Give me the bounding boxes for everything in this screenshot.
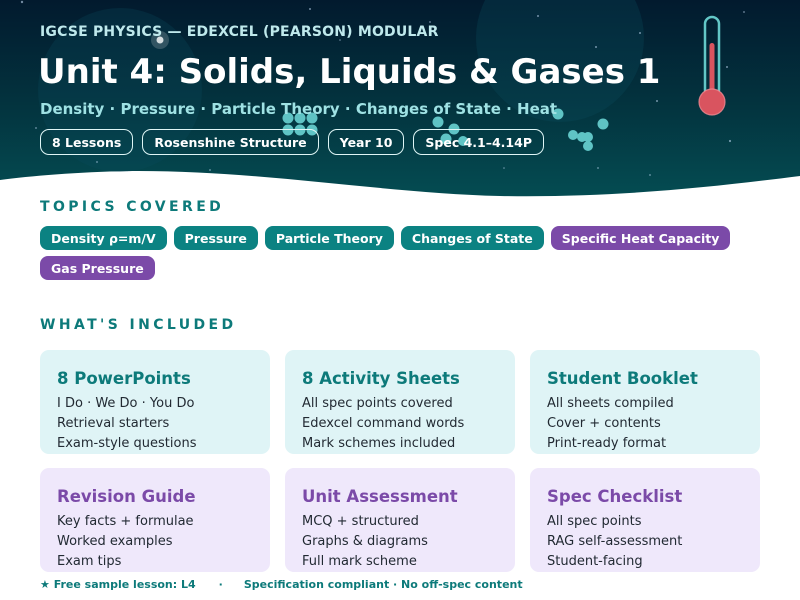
card-student-booklet xyxy=(530,350,760,454)
tag-structure: Rosenshine Structure xyxy=(142,129,318,155)
topic-changes-of-state: Changes of State xyxy=(401,226,544,250)
card-line: RAG self-assessment xyxy=(547,534,683,549)
hero-tags xyxy=(40,129,544,155)
card-line: I Do · We Do · You Do xyxy=(57,396,195,411)
card-line: Exam-style questions xyxy=(57,436,197,451)
card-line: Full mark scheme xyxy=(302,554,417,569)
card-line: Print-ready format xyxy=(547,436,667,451)
card-line: Retrieval starters xyxy=(57,416,170,431)
included-heading: WHAT'S INCLUDED xyxy=(40,317,237,333)
page-title: Unit 4: Solids, Liquids & Gases 1 xyxy=(38,52,661,92)
card-title: Revision Guide xyxy=(57,487,196,506)
card-line: Mark schemes included xyxy=(302,436,456,451)
footer-compliance: Specification compliant · No off-spec content xyxy=(243,578,523,591)
card-line: All spec points xyxy=(547,514,642,529)
card-line: All spec points covered xyxy=(302,396,453,411)
card-revision-guide xyxy=(40,468,270,572)
card-line: Exam tips xyxy=(57,554,122,569)
card-line: Graphs & diagrams xyxy=(302,534,428,549)
course-kicker: IGCSE PHYSICS — EDEXCEL (PEARSON) MODULAR xyxy=(40,24,439,40)
card-line: Cover + contents xyxy=(547,416,661,431)
card-line: MCQ + structured xyxy=(302,514,419,529)
topic-pressure: Pressure xyxy=(174,226,258,250)
tag-spec: Spec 4.1–4.14P xyxy=(413,129,544,155)
tag-lessons: 8 Lessons xyxy=(40,129,133,155)
page-subtitle: Density · Pressure · Particle Theory · Changes of State · Heat xyxy=(40,100,558,118)
card-activity-sheets xyxy=(285,350,515,454)
topic-specific-heat-capacity: Specific Heat Capacity xyxy=(551,226,731,250)
card-line: Edexcel command words xyxy=(302,416,465,431)
footer xyxy=(40,578,523,591)
card-powerpoints xyxy=(40,350,270,454)
topics-list xyxy=(40,226,760,280)
card-line: Key facts + formulae xyxy=(57,514,194,529)
card-title: 8 PowerPoints xyxy=(57,369,191,388)
footer-separator: · xyxy=(218,578,223,591)
card-spec-checklist xyxy=(530,468,760,572)
card-title: Unit Assessment xyxy=(302,487,458,506)
card-title: Student Booklet xyxy=(547,369,698,388)
topic-density: Density ρ=m/V xyxy=(40,226,167,250)
tag-year: Year 10 xyxy=(328,129,405,155)
card-line: Student-facing xyxy=(547,554,643,569)
card-line: All sheets compiled xyxy=(547,396,674,411)
topics-heading: TOPICS COVERED xyxy=(40,199,225,215)
hero-banner xyxy=(0,0,800,200)
footer-sample-lesson: ★ Free sample lesson: L4 xyxy=(40,578,196,591)
card-unit-assessment xyxy=(285,468,515,572)
card-title: 8 Activity Sheets xyxy=(302,369,460,388)
card-title: Spec Checklist xyxy=(547,487,683,506)
topic-particle-theory: Particle Theory xyxy=(265,226,394,250)
topic-gas-pressure: Gas Pressure xyxy=(40,256,155,280)
card-line: Worked examples xyxy=(57,534,173,549)
